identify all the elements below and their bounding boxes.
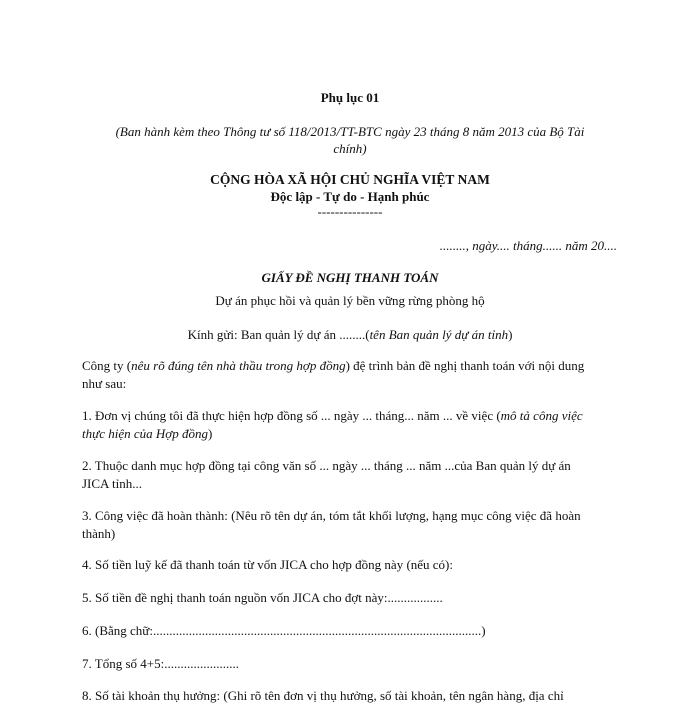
country-name: CỘNG HÒA XÃ HỘI CHỦ NGHĨA VIỆT NAM [210,172,490,187]
intro-italic: nêu rõ đúng tên nhà thầu trong hợp đồng [131,358,346,373]
document-title: GIẤY ĐỀ NGHỊ THANH TOÁN [261,270,439,285]
addressee-prefix: Kính gửi: Ban quản lý dự án ........( [187,327,370,342]
issued-note-line2: chính) [333,141,367,156]
item-2 [82,457,622,493]
appendix-title: Phụ lục 01 [320,90,380,105]
addressee-italic: tên Ban quản lý dự án tỉnh [369,327,509,342]
date-line: ........, ngày.... tháng...... năm 20.... [439,238,617,253]
item-3-line2: thành) [82,526,116,541]
item-8: 8. Số tài khoản thụ hưởng: (Ghi rõ tên đơn vị thụ hưởng, số tài khoản, tên ngân hàng, địa chỉ [82,688,564,703]
national-motto: Độc lập - Tự do - Hạnh phúc [270,189,430,204]
intro-line2: như sau: [82,376,127,391]
item-4: 4. Số tiền luỹ kế đã thanh toán từ vốn JICA cho hợp đồng này (nếu có): [82,557,454,572]
item-1-text: 1. Đơn vị chúng tôi đã thực hiện hợp đồng số ... ngày ... tháng... năm ... về việc ( [82,408,501,423]
intro-part2: ) đệ trình bản đề nghị thanh toán với nội dung [345,358,585,373]
motto-divider: --------------- [317,204,383,219]
item-2-line2: JICA tỉnh... [82,476,142,491]
addressee-suffix: ) [508,327,513,342]
intro-paragraph [82,357,622,393]
project-name: Dự án phục hồi và quản lý bền vững rừng phòng hộ [215,293,485,308]
item-2-line1: 2. Thuộc danh mục hợp đồng tại công văn số ... ngày ... tháng ... năm ...của Ban quản lý dự án [82,458,571,473]
item-5: 5. Số tiền đề nghị thanh toán nguồn vốn JICA cho đợt này:................. [82,590,443,605]
item-1-close: ) [207,426,213,441]
item-3-line1: 3. Công việc đã hoàn thành: (Nêu rõ tên dự án, tóm tắt khối lượng, hạng mục công việc đã hoàn [82,508,581,523]
item-7: 7. Tổng số 4+5:....................... [82,656,239,671]
item-3 [82,507,622,543]
intro-part1: Công ty ( [82,358,132,373]
addressee-line [0,327,700,343]
item-6: 6. (Bằng chữ:.....................................................................................................) [82,623,486,638]
item-1-italic-a: mô tả công việc [500,408,583,423]
item-1-italic-b: thực hiện của Hợp đồng [82,426,208,441]
issued-note-line1: (Ban hành kèm theo Thông tư số 118/2013/TT-BTC ngày 23 tháng 8 năm 2013 của Bộ Tài [115,124,585,139]
item-1 [82,407,622,443]
